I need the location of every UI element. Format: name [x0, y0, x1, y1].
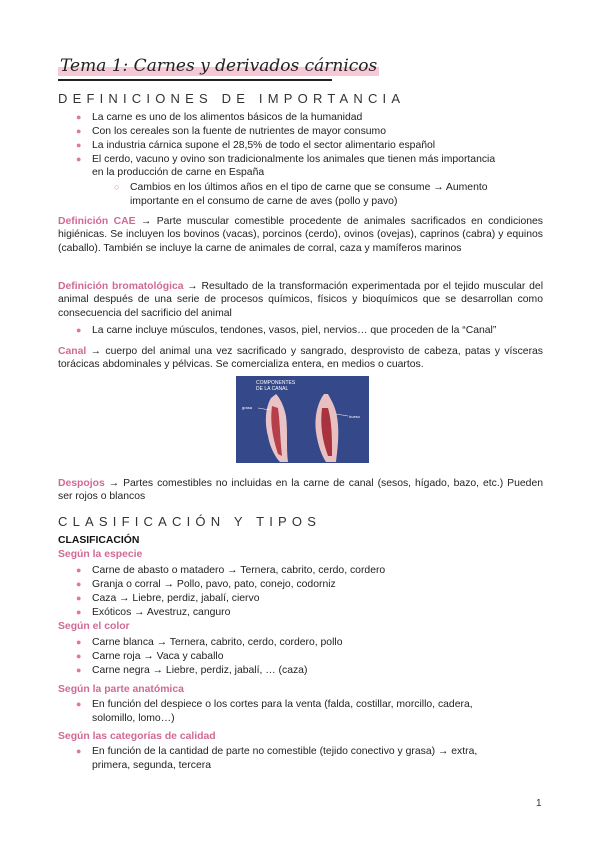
title-underline: [58, 79, 332, 81]
definition-despojos: Despojos → Partes comestibles no incluidas en la carne de canal (sesos, hígado, bazo, etc.) Pueden ser rojos o blancos: [58, 478, 543, 503]
group-heading: Según la especie: [58, 549, 143, 560]
list-item: ● Carne negra → Liebre, perdiz, jabalí, … (caza): [76, 665, 308, 676]
section-heading-clasificacion: CLASIFICACIÓN Y TIPOS: [58, 514, 322, 529]
term-label: Definición CAE: [58, 216, 136, 227]
bullet-icon: ●: [76, 565, 82, 575]
bullet-icon: ●: [76, 699, 82, 709]
term-label: Definición bromatológica: [58, 281, 184, 292]
section-heading-definiciones: DEFINICIONES DE IMPORTANCIA: [58, 91, 406, 106]
definition-canal: Canal → cuerpo del animal una vez sacrificado y sangrado, desprovisto de cabeza, patas y vísceras torácicas abdominales y pélvicas. Se comercializa entera, en medios o cuartos.: [58, 346, 543, 371]
list-item: ● En función de la cantidad de parte no comestible (tejido conectivo y grasa) → extra,: [76, 746, 478, 757]
list-item: ● En función del despiece o los cortes para la venta (falda, costillar, morcillo, cadera,: [76, 699, 473, 710]
bullet-icon: ●: [76, 637, 82, 647]
bullet-icon: ●: [76, 665, 82, 675]
bullet-icon: ●: [76, 593, 82, 603]
figure-label-left: grasa: [242, 405, 253, 410]
bullet-icon: ●: [76, 607, 82, 617]
list-item: ● Exóticos → Avestruz, canguro: [76, 607, 231, 618]
clasificacion-label: CLASIFICACIÓN: [58, 535, 140, 546]
sub-list-item: ○ Cambios en los últimos años en el tipo de carne que se consume → Aumento: [114, 182, 488, 193]
list-item: ● La carne incluye músculos, tendones, vasos, piel, nervios… que proceden de la “Canal”: [76, 325, 497, 336]
list-item: ● Carne blanca → Ternera, cabrito, cerdo, cordero, pollo: [76, 637, 343, 648]
bullet-icon: ●: [76, 579, 82, 589]
page-title: Tema 1: Carnes y derivados cárnicos: [60, 56, 378, 76]
figure-caption-2: DE LA CANAL: [256, 386, 289, 392]
list-item: ● Granja o corral → Pollo, pavo, pato, conejo, codorniz: [76, 579, 336, 590]
list-item-continuation: en la producción de carne en España: [92, 167, 265, 178]
bullet-icon: ●: [76, 746, 82, 756]
page-number: 1: [536, 798, 542, 809]
list-item: ● Caza → Liebre, perdiz, jabalí, ciervo: [76, 593, 260, 604]
bullet-icon: ●: [76, 325, 82, 335]
definition-bromatologica: Definición bromatológica → Resultado de la transformación experimentada por el tejido muscular del animal después de una serie de procesos químicos, físicos y bioquímicos que se desarrollan como consecuencia del sacrificio del animal: [58, 281, 544, 319]
circle-bullet-icon: ○: [114, 182, 120, 192]
list-item: ● La carne es uno de los alimentos básicos de la humanidad: [76, 112, 363, 123]
list-item: ● Carne de abasto o matadero → Ternera, cabrito, cerdo, cordero: [76, 565, 386, 576]
list-item-continuation: solomillo, lomo…): [92, 713, 175, 724]
group-heading: Según la parte anatómica: [58, 684, 184, 695]
bullet-icon: ●: [76, 126, 82, 136]
bullet-icon: ●: [76, 140, 82, 150]
list-item: ● El cerdo, vacuno y ovino son tradicionalmente los animales que tienen más importancia: [76, 154, 496, 165]
list-item: ● Con los cereales son la fuente de nutrientes de mayor consumo: [76, 126, 386, 137]
list-item: ● La industria cárnica supone el 28,5% de todo el sector alimentario español: [76, 140, 436, 151]
canal-image: [236, 376, 369, 463]
sub-list-item-continuation: importante en el consumo de carne de aves (pollo y pavo): [130, 196, 398, 207]
term-label: Despojos: [58, 478, 105, 489]
list-item-continuation: primera, segunda, tercera: [92, 760, 211, 771]
figure-label-right: hueso: [349, 414, 360, 419]
bullet-icon: ●: [76, 154, 82, 164]
figure-caption-1: COMPONENTES: [256, 380, 296, 386]
list-item: ● Carne roja → Vaca y caballo: [76, 651, 224, 662]
canal-figure: [236, 376, 369, 463]
bullet-icon: ●: [76, 112, 82, 122]
group-heading: Según el color: [58, 621, 130, 632]
term-label: Canal: [58, 346, 87, 357]
bullet-icon: ●: [76, 651, 82, 661]
definition-cae: Definición CAE → Parte muscular comestible procedente de animales sacrificados en condiciones higiénicas. Se incluyen los bovinos (vacas), porcinos (cerdo), ovinos (ovejas), caprinos (cabra) y equinos (caballo). También se incluye la carne de animales de corral, caza y mamíferos marinos: [58, 216, 543, 254]
group-heading: Según las categorías de calidad: [58, 731, 216, 742]
